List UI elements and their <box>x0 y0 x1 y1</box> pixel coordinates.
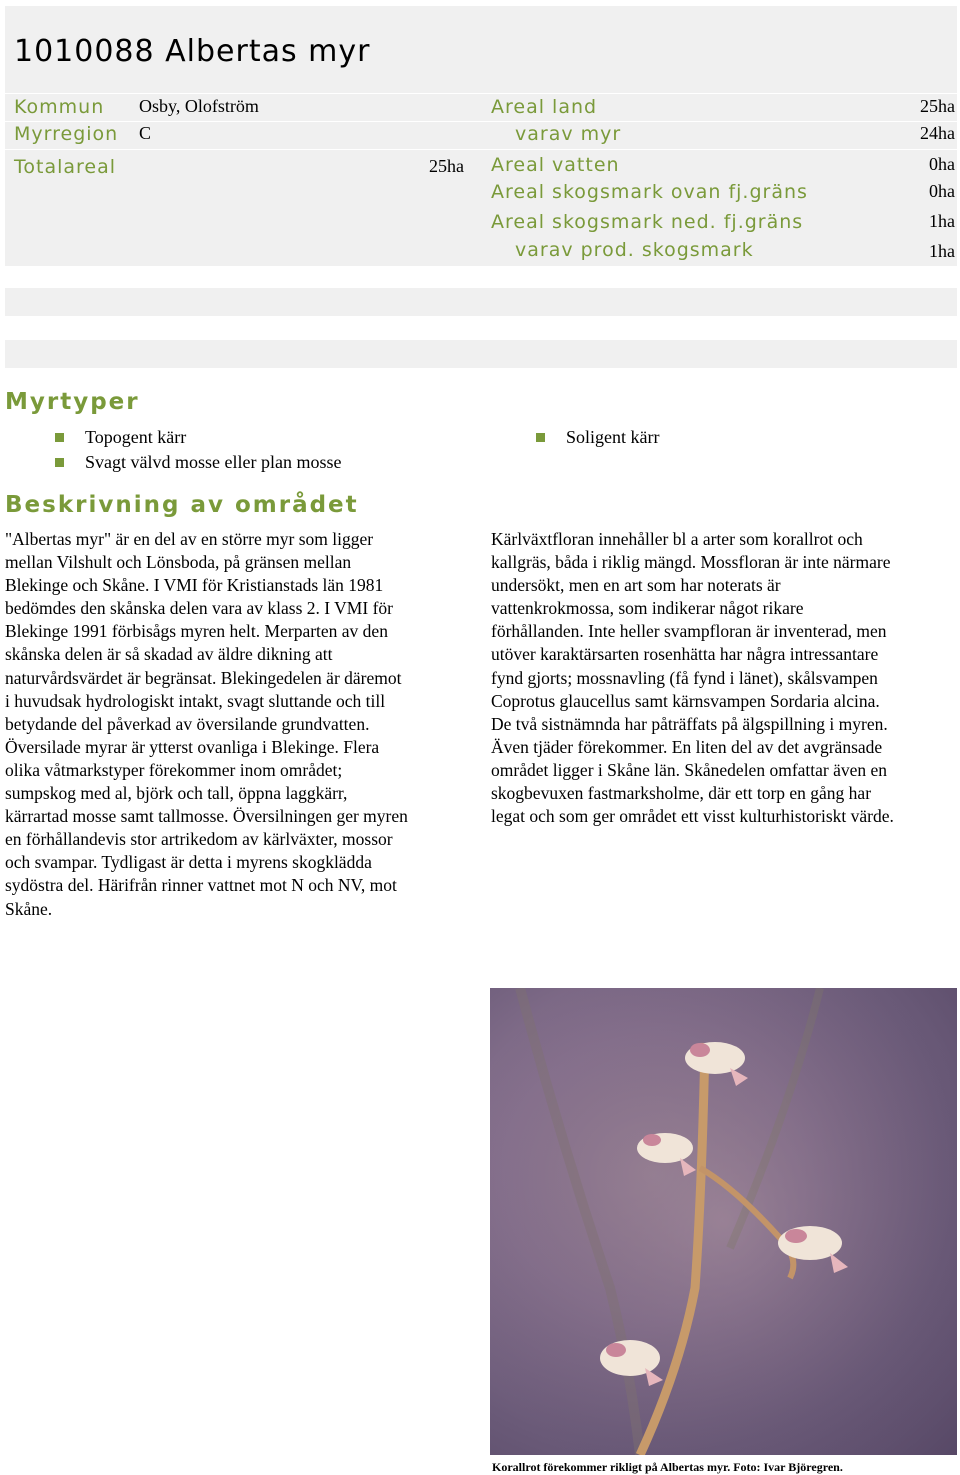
areal-vatten-label: Areal vatten <box>491 154 620 176</box>
kommun-value: Osby, Olofström <box>139 96 259 116</box>
prod-skog-label: varav prod. skogsmark <box>515 239 754 261</box>
totalareal-value: 25ha <box>429 156 464 176</box>
text-line: undersökt, men en art som har noterats är <box>491 575 781 596</box>
myrtyp-item: Svagt välvd mosse eller plan mosse <box>85 452 342 472</box>
text-line: De två sistnämnda har påträffats på älgspillning i myren. <box>491 713 888 734</box>
text-line: betydande del påverkad av översilande grundvatten. <box>5 713 370 734</box>
text-line: "Albertas myr" är en del av en större myr som ligger <box>5 529 374 549</box>
header-divider <box>5 121 957 122</box>
description-left <box>5 528 475 921</box>
separator-band <box>5 288 957 316</box>
text-line: fynd gjorts; mossnavling (få fynd i länet), skålsvampen <box>491 667 878 688</box>
text-line: Skåne. <box>5 898 53 919</box>
text-line: sumpskog med al, björk och tall, öppna laggkärr, <box>5 783 348 804</box>
varav-myr-label: varav myr <box>515 123 622 145</box>
coralroot-photo <box>490 988 957 1455</box>
text-line: Blekinge och Skåne. I VMI för Kristianstads län 1981 <box>5 575 384 596</box>
areal-land-value: 25ha <box>920 96 955 116</box>
areal-land-label: Areal land <box>491 96 598 118</box>
text-line: Coprotus glaucellus samt kärnsvampen Sordaria alcina. <box>491 690 880 711</box>
text-line: naturvårdsvärdet är begränsat. Blekingedelen är däremot <box>5 667 402 688</box>
myrtyp-item: Topogent kärr <box>85 427 187 447</box>
description-left-column <box>5 528 475 921</box>
text-line: kallgräs, båda i riklig mängd. Mossfloran är inte närmare <box>491 552 891 573</box>
page-title: 1010088 Albertas myr <box>14 34 371 69</box>
myrregion-value: C <box>139 123 152 143</box>
varav-myr-value: 24ha <box>920 123 955 143</box>
header-divider <box>5 149 957 150</box>
text-line: Översilade myrar är ytterst ovanliga i Blekinge. Flera <box>5 736 380 757</box>
text-line: sydöstra del. Härifrån rinner vattnet mot N och NV, mot <box>5 875 397 896</box>
skog-ned-label: Areal skogsmark ned. fj.gräns <box>491 211 804 233</box>
text-line: olika våtmarkstyper förekommer inom området; <box>5 759 343 780</box>
beskrivning-heading: Beskrivning av området <box>5 492 359 518</box>
text-line: Blekinge 1991 förbisågs myren helt. Merparten av den <box>5 621 388 642</box>
text-line: mellan Vilshult och Lönsboda, på gränsen mellan <box>5 552 352 573</box>
separator-band <box>5 340 957 368</box>
myrtyp-item: Soligent kärr <box>566 427 660 447</box>
text-line: och svampar. Tydligast är detta i myrens skogklädda <box>5 852 372 873</box>
photo-illustration <box>490 988 957 1455</box>
text-line: skånska delen är så skadad av äldre dikning att <box>5 644 333 665</box>
text-line: bedömdes den skånska delen vara av klass 2. I VMI för <box>5 598 393 619</box>
photo-caption: Korallrot förekommer rikligt på Albertas myr. Foto: Ivar Björegren. <box>492 1460 843 1474</box>
text-line: området ligger i Skåne län. Skånedelen omfattar även en <box>491 759 888 780</box>
skog-ned-value: 1ha <box>929 211 955 231</box>
text-line: förhållanden. Inte heller svampfloran är inventerad, men <box>491 621 887 642</box>
description-right-column <box>491 528 957 828</box>
prod-skog-value: 1ha <box>929 241 955 261</box>
text-line: vattenkrokmossa, som indikerar något rikare <box>491 598 804 619</box>
bullet-icon <box>536 433 545 442</box>
text-line: en förhållandevis stor artrikedom av kärlväxter, mossor <box>5 829 393 850</box>
skog-ovan-value: 0ha <box>929 181 955 201</box>
text-line: Även tjäder förekommer. En liten del av det avgränsade <box>491 736 883 757</box>
kommun-label: Kommun <box>14 96 105 118</box>
text-line: utöver karaktärsarten rosenhätta har några intressantare <box>491 644 879 665</box>
description-right <box>491 528 957 828</box>
text-line: skogbevuxen fastmarksholme, där ett torp en gång har <box>491 783 872 804</box>
myrregion-label: Myrregion <box>14 123 119 145</box>
text-line: i huvudsak hydrologiskt intakt, svagt sluttande och till <box>5 690 386 711</box>
myrtyper-heading: Myrtyper <box>5 389 140 415</box>
header-divider <box>5 93 957 94</box>
text-line: Kärlväxtfloran innehåller bl a arter som korallrot och <box>491 529 863 549</box>
text-line: kärrartad mosse samt tallmosse. Översilningen ger myren <box>5 806 408 827</box>
areal-vatten-value: 0ha <box>929 154 955 174</box>
bullet-icon <box>55 433 64 442</box>
skog-ovan-label: Areal skogsmark ovan fj.gräns <box>491 181 808 203</box>
text-line: legat och som ger området ett visst kulturhistoriskt värde. <box>491 806 894 827</box>
bullet-icon <box>55 458 64 467</box>
totalareal-label: Totalareal <box>14 156 117 178</box>
